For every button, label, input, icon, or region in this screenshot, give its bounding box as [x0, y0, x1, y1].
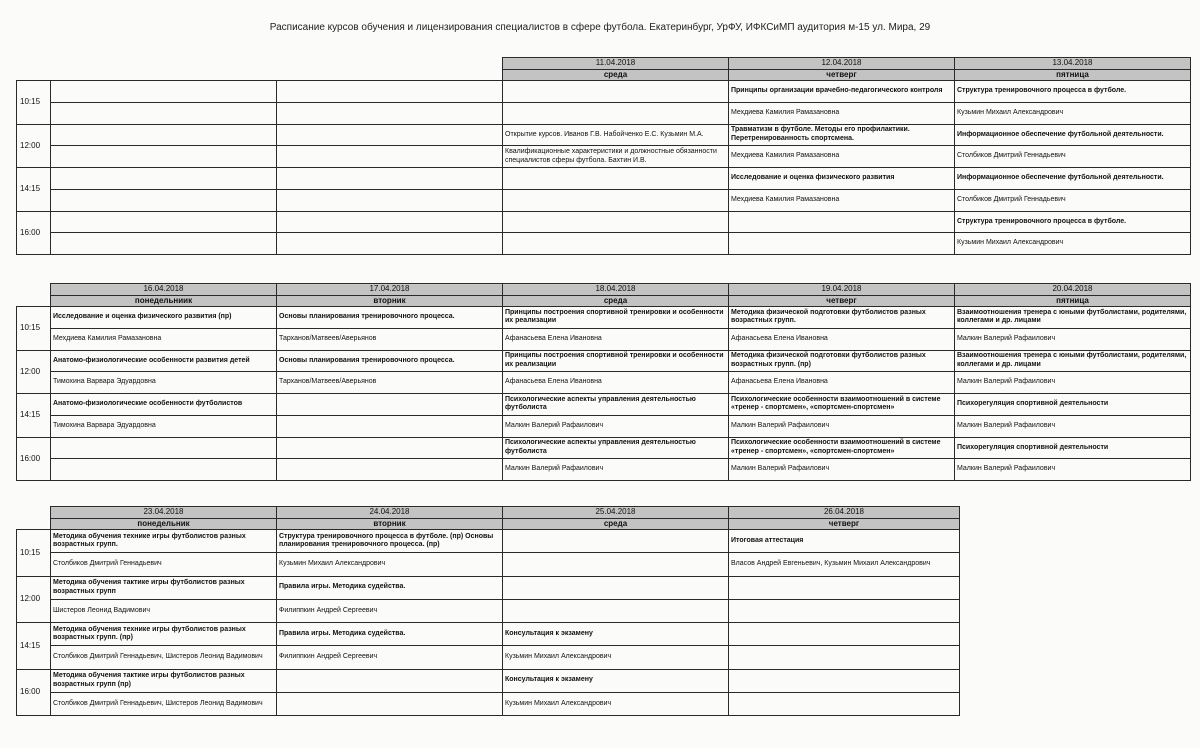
table-row [17, 599, 960, 622]
course-title-cell [729, 211, 955, 233]
instructor-cell: Тарханов/Матвеев/Аверьянов [277, 372, 503, 394]
course-title-cell: Принципы построения спортивной тренировки и особенности их реализации [503, 307, 729, 329]
instructor-cell [503, 599, 729, 622]
instructor-cell: Столбиков Дмитрий Геннадьевич [51, 553, 277, 576]
time-slot: 10:15 [17, 530, 51, 577]
course-title-cell: Психологические аспекты управления деятельностью футболиста [503, 394, 729, 416]
instructor-cell [51, 146, 277, 168]
table-row [17, 328, 1191, 350]
weekday-header: среда [503, 518, 729, 530]
instructor-cell: Филиппкин Андрей Сергеевич [277, 599, 503, 622]
header-spacer [51, 58, 277, 70]
instructor-cell [277, 692, 503, 715]
table-row [17, 372, 1191, 394]
course-title-cell: Структура тренировочного процесса в футболе. (пр) Основы планирования тренировочного процесса. (пр) [277, 530, 503, 553]
course-title-cell: Принципы построения спортивной тренировки и особенности их реализации [503, 350, 729, 372]
table-row [17, 576, 960, 599]
instructor-cell: Кузьмин Михаил Александрович [503, 646, 729, 669]
table-row [17, 189, 1191, 211]
table-row [17, 437, 1191, 459]
instructor-cell: Малкин Валерий Рафаилович [955, 415, 1191, 437]
instructor-cell: Власов Андрей Евгеньевич, Кузьмин Михаил Александрович [729, 553, 960, 576]
course-title-cell [277, 669, 503, 692]
instructor-cell: Кузьмин Михаил Александрович [955, 233, 1191, 255]
instructor-cell: Мехдиева Камилия Рамазановна [51, 328, 277, 350]
course-title-cell: Принципы организации врачебно-педагогического контроля [729, 81, 955, 103]
time-slot: 10:15 [17, 81, 51, 125]
table-row [17, 394, 1191, 416]
table-row [17, 124, 1191, 146]
instructor-cell: Афанасьева Елена Ивановна [503, 328, 729, 350]
course-title-cell: Итоговая аттестация [729, 530, 960, 553]
day-date-header: 26.04.2018 [729, 507, 960, 519]
instructor-cell: Малкин Валерий Рафаилович [729, 459, 955, 481]
time-slot: 14:15 [17, 394, 51, 438]
table-row [17, 102, 1191, 124]
time-slot: 16:00 [17, 211, 51, 255]
table-row [17, 233, 1191, 255]
table-row [17, 307, 1191, 329]
table-row [17, 81, 1191, 103]
course-title-cell: Основы планирования тренировочного процесса. [277, 307, 503, 329]
day-date-header: 13.04.2018 [955, 58, 1191, 70]
day-date-header: 17.04.2018 [277, 284, 503, 296]
day-date-header: 23.04.2018 [51, 507, 277, 519]
course-title-cell [277, 394, 503, 416]
course-title-cell [277, 168, 503, 190]
instructor-cell [729, 692, 960, 715]
course-title-cell [503, 211, 729, 233]
instructor-cell: Тимохина Варвара Эдуардовна [51, 415, 277, 437]
table-row [17, 350, 1191, 372]
time-slot: 10:15 [17, 307, 51, 351]
time-slot: 14:15 [17, 623, 51, 670]
course-title-cell [277, 124, 503, 146]
time-slot: 16:00 [17, 669, 51, 716]
instructor-cell [729, 599, 960, 622]
time-slot: 14:15 [17, 168, 51, 212]
course-title-cell [51, 437, 277, 459]
instructor-cell: Тарханов/Матвеев/Аверьянов [277, 328, 503, 350]
table-row [17, 146, 1191, 168]
instructor-cell: Афанасьева Елена Ивановна [729, 372, 955, 394]
course-title-cell: Структура тренировочного процесса в футболе. [955, 211, 1191, 233]
instructor-cell: Столбиков Дмитрий Геннадьевич [955, 189, 1191, 211]
course-title-cell: Основы планирования тренировочного процесса. [277, 350, 503, 372]
page-title: Расписание курсов обучения и лицензирования специалистов в сфере футбола. Екатеринбург, УрФУ, ИФКСиМП аудитория м-15 ул. Мира, 29 [269, 22, 931, 33]
weekday-header: пятница [955, 69, 1191, 81]
course-title-cell: Открытие курсов. Иванов Г.В. Набойченко Е.С. Кузьмин М.А. [503, 124, 729, 146]
course-title-cell: Структура тренировочного процесса в футболе. [955, 81, 1191, 103]
table-row [17, 459, 1191, 481]
weekday-header: четверг [729, 518, 960, 530]
course-title-cell: Методика физической подготовки футболистов разных возрастных групп. (пр) [729, 350, 955, 372]
course-title-cell [729, 623, 960, 646]
instructor-cell: Шистеров Леонид Вадимович [51, 599, 277, 622]
instructor-cell: Мехдиева Камилия Рамазановна [729, 146, 955, 168]
instructor-cell: Малкин Валерий Рафаилович [955, 459, 1191, 481]
course-title-cell: Методика физической подготовки футболистов разных возрастных групп. [729, 307, 955, 329]
schedule-week-3 [16, 506, 960, 716]
table-row [17, 168, 1191, 190]
course-title-cell: Психорегуляция спортивной деятельности [955, 394, 1191, 416]
time-slot: 12:00 [17, 350, 51, 394]
weekday-header: понедельник [51, 518, 277, 530]
course-title-cell: Взаимоотношения тренера с юными футболистами, родителями, коллегами и др. лицами [955, 307, 1191, 329]
instructor-cell: Филиппкин Андрей Сергеевич [277, 646, 503, 669]
instructor-cell: Малкин Валерий Рафаилович [955, 372, 1191, 394]
day-date-header: 11.04.2018 [503, 58, 729, 70]
instructor-cell: Мехдиева Камилия Рамазановна [729, 189, 955, 211]
instructor-cell: Столбиков Дмитрий Геннадьевич, Шистеров Леонид Вадимович [51, 692, 277, 715]
course-title-cell: Психологические особенности взаимоотношений в системе «тренер - спортсмен», «спортсмен-спортсмен» [729, 394, 955, 416]
course-title-cell [51, 81, 277, 103]
day-date-header: 16.04.2018 [51, 284, 277, 296]
course-title-cell: Взаимоотношения тренера с юными футболистами, родителями, коллегами и др. лицами [955, 350, 1191, 372]
table-row [17, 623, 960, 646]
course-title-cell [729, 576, 960, 599]
table-row [17, 530, 960, 553]
course-title-cell: Анатомо-физиологические особенности футболистов [51, 394, 277, 416]
header-spacer [17, 507, 51, 519]
schedule-week-1 [16, 57, 1191, 255]
course-title-cell: Консультация к экзамену [503, 669, 729, 692]
table-row [17, 669, 960, 692]
course-title-cell: Информационное обеспечение футбольной деятельности. [955, 168, 1191, 190]
course-title-cell [51, 168, 277, 190]
instructor-cell [277, 146, 503, 168]
course-title-cell [277, 437, 503, 459]
weekday-header: четверг [729, 295, 955, 307]
day-date-header: 20.04.2018 [955, 284, 1191, 296]
instructor-cell [51, 102, 277, 124]
instructor-cell [277, 459, 503, 481]
instructor-cell [51, 233, 277, 255]
instructor-cell: Столбиков Дмитрий Геннадьевич, Шистеров Леонид Вадимович [51, 646, 277, 669]
instructor-cell: Кузьмин Михаил Александрович [277, 553, 503, 576]
weekday-header: понедельниик [51, 295, 277, 307]
instructor-cell [729, 233, 955, 255]
table-row [17, 211, 1191, 233]
instructor-cell [503, 189, 729, 211]
time-slot: 12:00 [17, 124, 51, 168]
instructor-cell: Малкин Валерий Рафаилович [955, 328, 1191, 350]
header-spacer [17, 295, 51, 307]
weekday-header: среда [503, 295, 729, 307]
course-title-cell [277, 211, 503, 233]
day-date-header: 25.04.2018 [503, 507, 729, 519]
weekday-header: вторник [277, 295, 503, 307]
schedule-week-2 [16, 283, 1191, 481]
course-title-cell: Анатомо-физиологические особенности развития детей [51, 350, 277, 372]
time-slot: 12:00 [17, 576, 51, 623]
instructor-cell: Столбиков Дмитрий Геннадьевич [955, 146, 1191, 168]
time-slot: 16:00 [17, 437, 51, 481]
course-title-cell: Правила игры. Методика судейства. [277, 576, 503, 599]
header-spacer [277, 69, 503, 81]
header-spacer [17, 284, 51, 296]
instructor-cell: Афанасьева Елена Ивановна [729, 328, 955, 350]
course-title-cell: Информационное обеспечение футбольной деятельности. [955, 124, 1191, 146]
course-title-cell: Психологические особенности взаимоотношений в системе «тренер - спортсмен», «спортсмен-спортсмен» [729, 437, 955, 459]
course-title-cell: Психологические аспекты управления деятельностью футболиста [503, 437, 729, 459]
instructor-cell [503, 233, 729, 255]
weekday-header: пятница [955, 295, 1191, 307]
instructor-cell [503, 102, 729, 124]
instructor-cell [51, 189, 277, 211]
instructor-cell [277, 415, 503, 437]
header-spacer [17, 58, 51, 70]
day-date-header: 12.04.2018 [729, 58, 955, 70]
instructor-cell [503, 553, 729, 576]
course-title-cell: Травматизм в футболе. Методы его профилактики. Перетренированность спортсмена. [729, 124, 955, 146]
course-title-cell [503, 576, 729, 599]
course-title-cell [503, 530, 729, 553]
instructor-cell: Мехдиева Камилия Рамазановна [729, 102, 955, 124]
header-spacer [17, 69, 51, 81]
instructor-cell: Кузьмин Михаил Александрович [955, 102, 1191, 124]
instructor-cell [51, 459, 277, 481]
header-spacer [277, 58, 503, 70]
instructor-cell: Малкин Валерий Рафаилович [729, 415, 955, 437]
course-title-cell: Методика обучения технике игры футболистов разных возрастных групп. (пр) [51, 623, 277, 646]
course-title-cell: Психорегуляция спортивной деятельности [955, 437, 1191, 459]
header-spacer [17, 518, 51, 530]
instructor-cell [277, 102, 503, 124]
instructor-cell: Малкин Валерий Рафаилович [503, 459, 729, 481]
header-spacer [51, 69, 277, 81]
day-date-header: 19.04.2018 [729, 284, 955, 296]
course-title-cell [503, 81, 729, 103]
instructor-cell [277, 189, 503, 211]
instructor-cell [729, 646, 960, 669]
instructor-cell [277, 233, 503, 255]
course-title-cell: Консультация к экзамену [503, 623, 729, 646]
course-title-cell [51, 211, 277, 233]
weekday-header: среда [503, 69, 729, 81]
instructor-cell: Тимохина Варвара Эдуардовна [51, 372, 277, 394]
instructor-cell: Малкин Валерий Рафаилович [503, 415, 729, 437]
table-row [17, 692, 960, 715]
weekday-header: четверг [729, 69, 955, 81]
table-row [17, 646, 960, 669]
course-title-cell [277, 81, 503, 103]
course-title-cell: Правила игры. Методика судейства. [277, 623, 503, 646]
course-title-cell: Исследование и оценка физического развития (пр) [51, 307, 277, 329]
instructor-cell: Квалификационные характеристики и должностные обязанности специалистов сферы футбола. Бахтин И.В. [503, 146, 729, 168]
day-date-header: 18.04.2018 [503, 284, 729, 296]
instructor-cell: Кузьмин Михаил Александрович [503, 692, 729, 715]
table-row [17, 553, 960, 576]
course-title-cell: Исследование и оценка физического развития [729, 168, 955, 190]
day-date-header: 24.04.2018 [277, 507, 503, 519]
table-row [17, 415, 1191, 437]
course-title-cell [51, 124, 277, 146]
instructor-cell: Афанасьева Елена Ивановна [503, 372, 729, 394]
weekday-header: вторник [277, 518, 503, 530]
course-title-cell [503, 168, 729, 190]
course-title-cell: Методика обучения технике игры футболистов разных возрастных групп. [51, 530, 277, 553]
course-title-cell [729, 669, 960, 692]
course-title-cell: Методика обучения тактике игры футболистов разных возрастных групп (пр) [51, 669, 277, 692]
course-title-cell: Методика обучения тактике игры футболистов разных возрастных групп [51, 576, 277, 599]
